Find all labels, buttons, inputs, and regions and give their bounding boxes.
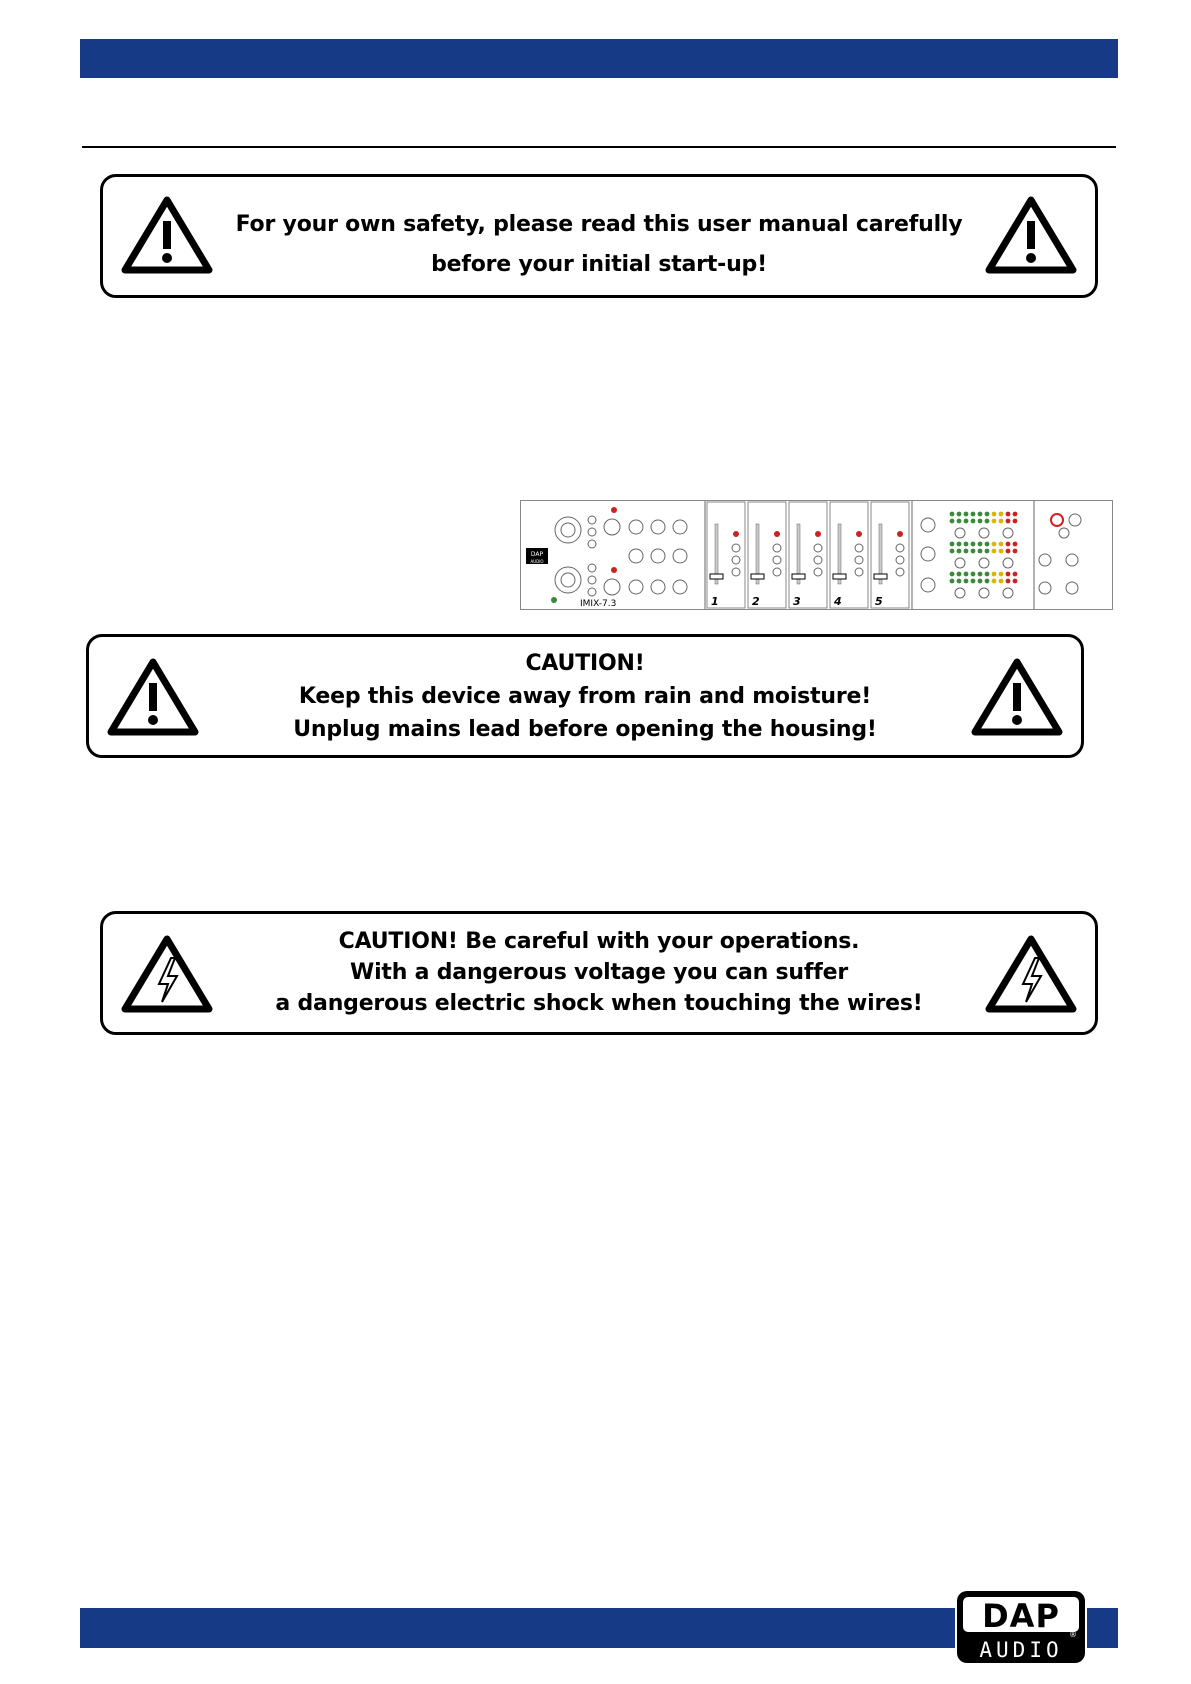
- meter-led: [1013, 512, 1018, 517]
- safety-notice-text: [223, 205, 975, 285]
- channel-led: [897, 531, 903, 537]
- meter-led: [957, 579, 962, 584]
- meter-led: [999, 572, 1004, 577]
- meter-led: [992, 549, 997, 554]
- meter-led: [971, 542, 976, 547]
- meter-led: [992, 579, 997, 584]
- logo-bottom-text: AUDIO: [979, 1638, 1063, 1662]
- device-model: IMIX-7.3: [580, 599, 617, 609]
- meter-led: [964, 549, 969, 554]
- meter-led: [950, 549, 955, 554]
- device-brand-top: DAP: [530, 551, 544, 558]
- device-brand-bottom: AUDIO: [530, 559, 544, 564]
- warning-triangle-icon: [107, 657, 199, 737]
- meter-led: [999, 549, 1004, 554]
- channel-led: [774, 531, 780, 537]
- channel-led: [733, 531, 739, 537]
- meter-led: [957, 542, 962, 547]
- high-voltage-icon: [985, 934, 1077, 1014]
- meter-led: [971, 519, 976, 524]
- meter-led: [957, 549, 962, 554]
- meter-led: [964, 542, 969, 547]
- meter-led: [950, 572, 955, 577]
- caution-line: Unplug mains lead before opening the housing!: [293, 717, 877, 742]
- meter-led: [971, 512, 976, 517]
- meter-led: [964, 519, 969, 524]
- channel-number: 3: [793, 595, 801, 608]
- safety-notice-line: For your own safety, please read this user manual carefully: [235, 212, 963, 237]
- moisture-caution-box: [86, 634, 1084, 758]
- meter-led: [950, 542, 955, 547]
- header-band: [80, 39, 1118, 78]
- meter-led: [957, 519, 962, 524]
- meter-led: [1006, 549, 1011, 554]
- header-rule: [82, 146, 1116, 148]
- meter-led: [985, 542, 990, 547]
- meter-led: [978, 512, 983, 517]
- dap-audio-logo: [955, 1589, 1087, 1665]
- meter-led: [964, 512, 969, 517]
- safety-notice-line: before your initial start-up!: [431, 252, 767, 277]
- meter-led: [985, 519, 990, 524]
- warning-triangle-icon: [985, 195, 1077, 275]
- meter-led: [950, 579, 955, 584]
- meter-led: [992, 572, 997, 577]
- meter-led: [992, 519, 997, 524]
- meter-led: [985, 579, 990, 584]
- channel-led: [815, 531, 821, 537]
- meter-led: [957, 572, 962, 577]
- shock-caution-text: [223, 926, 975, 1019]
- shock-caution-box: [100, 911, 1098, 1035]
- fader-cap: [792, 574, 805, 579]
- meter-led: [999, 519, 1004, 524]
- fader-cap: [710, 574, 723, 579]
- caution-line: With a dangerous voltage you can suffer: [350, 960, 848, 985]
- meter-led: [985, 572, 990, 577]
- channel-number: 4: [834, 595, 842, 608]
- meter-led: [957, 512, 962, 517]
- meter-led: [1006, 572, 1011, 577]
- meter-led: [978, 542, 983, 547]
- caution-line: a dangerous electric shock when touching the wires!: [275, 991, 923, 1016]
- meter-led: [1013, 549, 1018, 554]
- meter-led: [978, 579, 983, 584]
- meter-led: [1006, 579, 1011, 584]
- meter-led: [1013, 542, 1018, 547]
- caution-line: Keep this device away from rain and moisture!: [298, 684, 872, 709]
- warning-triangle-icon: [971, 657, 1063, 737]
- fader-cap: [751, 574, 764, 579]
- meter-led: [950, 519, 955, 524]
- meter-led: [999, 542, 1004, 547]
- safety-notice-box: [100, 174, 1098, 298]
- meter-led: [964, 579, 969, 584]
- meter-led: [985, 549, 990, 554]
- mixer-front-panel-image: [520, 500, 1113, 610]
- meter-led: [1006, 542, 1011, 547]
- meter-led: [978, 549, 983, 554]
- caution-title: CAUTION!: [525, 651, 645, 676]
- fader-cap: [833, 574, 846, 579]
- logo-top-text: DAP: [982, 1597, 1060, 1635]
- channel-number: 5: [875, 595, 883, 608]
- meter-led: [971, 572, 976, 577]
- meter-led: [971, 549, 976, 554]
- high-voltage-icon: [121, 934, 213, 1014]
- meter-led: [992, 512, 997, 517]
- meter-led: [971, 579, 976, 584]
- meter-led: [1006, 512, 1011, 517]
- meter-led: [1013, 572, 1018, 577]
- meter-led: [992, 542, 997, 547]
- channel-number: 2: [752, 595, 760, 608]
- meter-led: [1006, 519, 1011, 524]
- caution-line: CAUTION! Be careful with your operations.: [338, 929, 860, 954]
- fader-cap: [874, 574, 887, 579]
- meter-led: [978, 519, 983, 524]
- meter-led: [1013, 519, 1018, 524]
- registered-mark: ®: [1069, 1630, 1077, 1639]
- meter-led: [978, 572, 983, 577]
- meter-led: [999, 579, 1004, 584]
- warning-triangle-icon: [121, 195, 213, 275]
- meter-led: [964, 572, 969, 577]
- meter-led: [1013, 579, 1018, 584]
- meter-led: [950, 512, 955, 517]
- meter-led: [999, 512, 1004, 517]
- channel-number: 1: [711, 595, 719, 608]
- moisture-caution-text: [209, 647, 961, 746]
- meter-led: [985, 512, 990, 517]
- channel-led: [856, 531, 862, 537]
